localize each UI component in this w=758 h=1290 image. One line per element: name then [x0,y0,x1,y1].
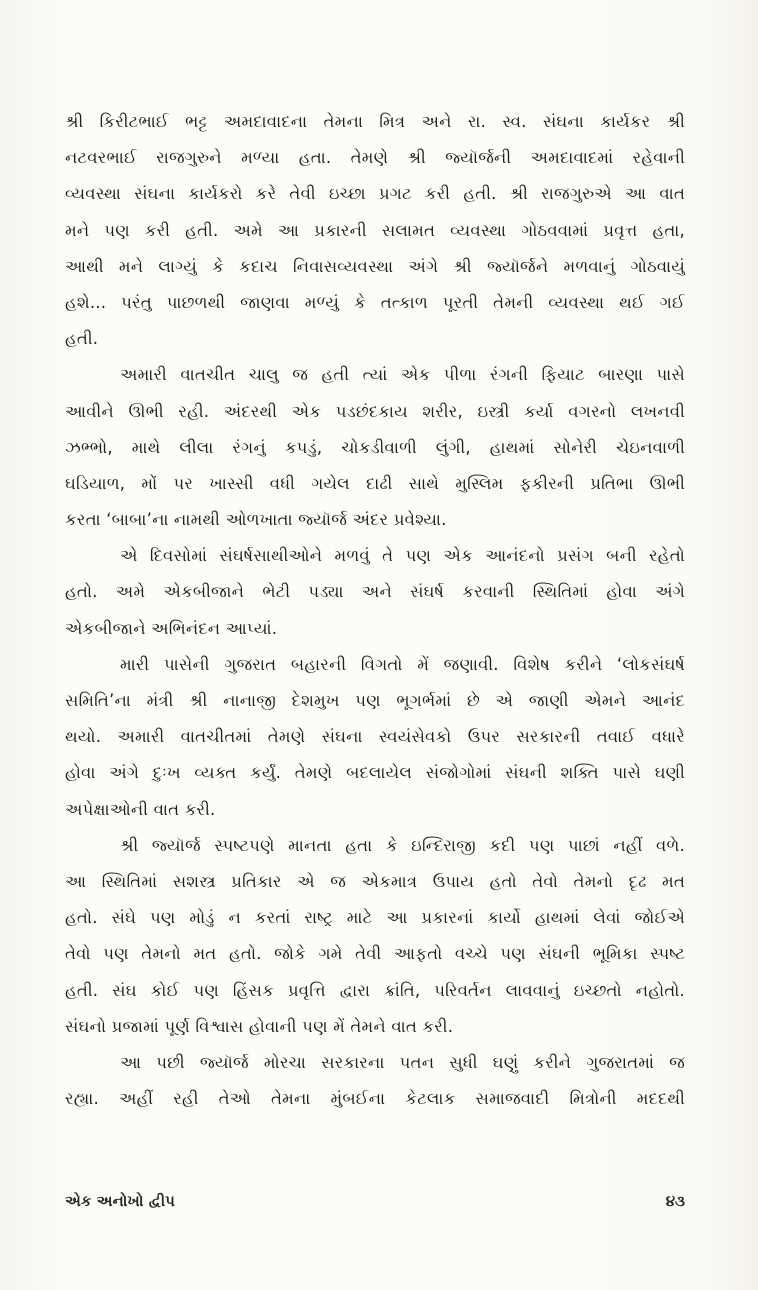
text-line: અમારી વાતચીત ચાલુ જ હતી ત્યાં એક પીળા રંગની ફિયાટ બારણા પાસે [120,365,685,385]
paragraph-1 [65,104,685,357]
body-text [65,104,685,1117]
text-line: કરતા ‘બાબા’ના નામથી ઓળખાતા જ્યૉર્જ અંદર પ્રવેશ્યા. [65,510,447,530]
paragraph-5 [65,828,685,1045]
text-line: હતો. અમે એકબીજાને ભેટી પડ્યા અને સંઘર્ષ કરવાની સ્થિતિમાં હોવા અંગે [65,582,685,602]
text-line: ઘડિયાળ, મોં પર ખાસ્સી વધી ગયેલ દાઢી સાથે મુસ્લિમ ફકીરની પ્રતિભા ઊભી [65,473,685,493]
paragraph-4 [65,647,685,828]
text-line: રહ્યા. અહીં રહી તેઓ તેમના મુંબઈના કેટલાક સમાજવાદી મિત્રોની મદદથી [65,1089,685,1109]
text-line: હતી. [65,329,99,349]
paragraph-2 [65,357,685,538]
text-line: મને પણ કરી હતી. અમે આ પ્રકારની સલામત વ્યવસ્થા ગોઠવવામાં પ્રવૃત્ત હતા, [65,220,685,240]
book-title: એક અનોખો દ્વીપ [65,1192,175,1210]
text-line: શ્રી જ્યૉર્જ સ્પષ્ટપણે માનતા હતા કે ઇન્દિરાજી કદી પણ પાછાં નહીં વળે. [120,835,685,855]
text-line: મારી પાસેની ગુજરાત બહારની વિગતો મેં જણાવી. વિશેષ કરીને ‘લોકસંઘર્ષ [120,654,685,674]
text-line: તેવો પણ તેમનો મત હતો. જોકે ગમે તેવી આફતો વચ્ચે પણ સંઘની ભૂમિકા સ્પષ્ટ [65,944,685,964]
page-number: ૪૩ [665,1192,685,1210]
text-line: સમિતિ’ના મંત્રી શ્રી નાનાજી દેશમુખ પણ ભૂગર્ભમાં છે એ જાણી એમને આનંદ [65,691,685,710]
text-line: એ દિવસોમાં સંઘર્ષસાથીઓને મળવું તે પણ એક આનંદનો પ્રસંગ બની રહેતો [120,546,685,566]
text-line: હોવા અંગે દુઃખ વ્યક્ત કર્યું. તેમણે બદલાયેલ સંજોગોમાં સંઘની શક્તિ પાસે ઘણી [65,763,685,783]
text-line: થયો. અમારી વાતચીતમાં તેમણે સંઘના સ્વયંસેવકો ઉપર સરકારની તવાઈ વધારે [65,727,685,747]
text-line: શ્રી કિરીટભાઈ ભટ્ટ અમદાવાદના તેમના મિત્ર અને રા. સ્વ. સંઘના કાર્યકર શ્રી [65,112,685,131]
text-line: ઝભ્ભો, માથે લીલા રંગનું કપડું, ચોકડીવાળી લુંગી, હાથમાં સોનેરી ચેઇનવાળી [65,437,685,457]
text-line: નટવરભાઈ રાજગુરુને મળ્યા હતા. તેમણે શ્રી જ્યૉર્જની અમદાવાદમાં રહેવાની [65,148,685,168]
text-line: આ પછી જ્યૉર્જ મોરચા સરકારના પતન સુધી ઘણું કરીને ગુજરાતમાં જ [120,1052,685,1072]
text-line: સંઘનો પ્રજામાં પૂર્ણ વિશ્વાસ હોવાની પણ મેં તેમને વાત કરી. [65,1016,454,1036]
text-line: હશે... પરંતુ પાછળથી જાણવા મળ્યું કે તત્કાળ પૂરતી તેમની વ્યવસ્થા થઈ ગઈ [65,292,685,312]
text-line: વ્યવસ્થા સંઘના કાર્યકરો કરે તેવી ઇચ્છા પ્રગટ કરી હતી. શ્રી રાજગુરુએ આ વાત [65,184,685,204]
page-footer [65,1192,685,1216]
text-line: અપેક્ષાઓની વાત કરી. [65,799,216,819]
text-line: આ સ્થિતિમાં સશસ્ત્ર પ્રતિકાર એ જ એકમાત્ર ઉપાય હતો તેવો તેમનો દૃઢ મત [65,871,685,891]
paragraph-6 [65,1045,685,1117]
text-line: હતો. સંઘે પણ મોડું ન કરતાં રાષ્ટ્ર માટે આ પ્રકારનાં કાર્યો હાથમાં લેવાં જોઈએ [65,908,685,928]
text-line: આવીને ઊભી રહી. અંદરથી એક પડછંદકાય શરીર, ઇસ્ત્રી કર્યા વગરનો લખનવી [65,401,685,421]
text-line: હતી. સંઘ કોઈ પણ હિંસક પ્રવૃત્તિ દ્વારા ક્રાંતિ, પરિવર્તન લાવવાનું ઇચ્છતો નહોતો. [65,980,685,1000]
paragraph-3 [65,538,685,647]
text-line: આથી મને લાગ્યું કે કદાચ નિવાસવ્યવસ્થા અંગે શ્રી જ્યૉર્જને મળવાનું ગોઠવાયું [65,256,685,276]
text-line: એકબીજાને અભિનંદન આપ્યાં. [65,618,278,638]
